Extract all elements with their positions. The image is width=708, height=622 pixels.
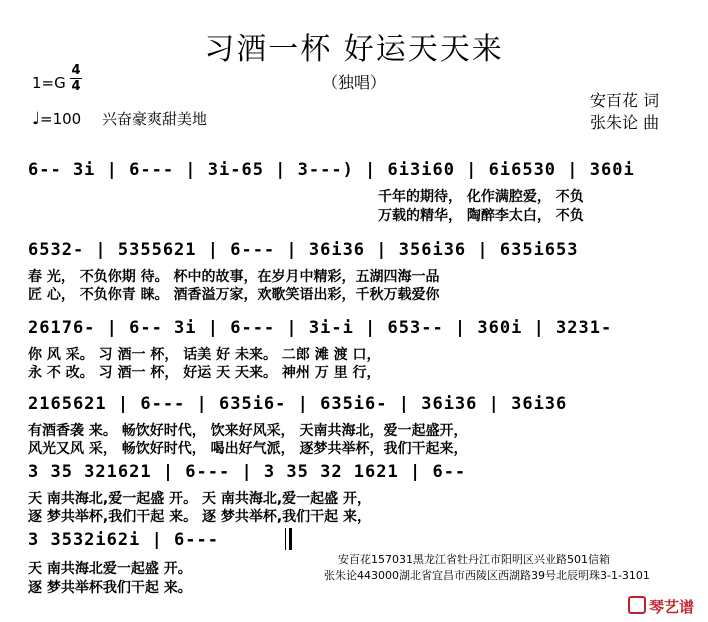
lyric-line-6b: 逐 梦共举杯我们干起 来。 [28, 580, 192, 596]
quarter-note-icon: ♩ [32, 109, 41, 129]
watermark-text: 琴艺谱 [649, 598, 695, 616]
final-barline [285, 528, 291, 550]
time-signature [70, 64, 82, 93]
lyric-line-3a: 你 风 采。 习 酒一 杯， 话美 好 未来。 二郎 滩 渡 口， [28, 347, 381, 363]
lyricist-credit: 安百花 词 [590, 91, 660, 110]
notation-line-4: 2165621 | 6--- | 635i6- | 635i6- | 36i36 | 36i36 [28, 394, 568, 414]
composer-credit: 张朱论 曲 [590, 113, 660, 132]
notation-line-1: 6-- 3i | 6--- | 3i-65 | 3---) | 6i3i60 | 6i6530 | 360i [28, 160, 635, 180]
notation-line-6: 3 3532i62i | 6--- [28, 530, 219, 550]
lyric-line-3b: 永 不 改。 习 酒一 杯， 好运 天 天来。 神州 万 里 行， [28, 365, 381, 381]
expression-marking: 兴奋豪爽甜美地 [102, 110, 208, 128]
lyric-line-5b: 逐 梦共举杯,我们干起 来。 逐 梦共举杯,我们干起 来， [28, 509, 372, 525]
lyric-line-1b: 万载的精华， 陶醉李太白， 不负 [378, 208, 584, 224]
qin-logo-icon [628, 596, 646, 614]
watermark-logo [628, 596, 694, 617]
lyric-line-4a: 有酒香袭 来。 畅饮好时代， 饮来好风采， 天南共海北，爱一起盛开， [28, 423, 468, 439]
notation-line-5: 3 35 321621 | 6--- | 3 35 32 1621 | 6-- [28, 462, 467, 482]
lyric-line-2a: 春 光， 不负你期 待。 杯中的故事，在岁月中精彩，五湖四海一品 [28, 269, 440, 285]
notation-line-2: 6532- | 5355621 | 6--- | 36i36 | 356i36 | 635i653 [28, 240, 579, 260]
lyric-line-5a: 天 南共海北,爱一起盛 开。 天 南共海北,爱一起盛 开， [28, 491, 372, 507]
lyric-line-6a: 天 南共海北爱一起盛 开。 [28, 561, 192, 577]
lyric-line-2b: 匠 心， 不负你青 睐。 酒香溢万家，欢歌笑语出彩，千秋万载爱你 [28, 287, 440, 303]
notation-line-3: 26176- | 6-- 3i | 6--- | 3i-i | 653-- | 360i | 3231- [28, 318, 613, 338]
key-signature: 1=G [32, 74, 66, 92]
time-signature-top: 4 [71, 63, 81, 78]
song-title: 习酒一杯 好运天天来 [204, 32, 504, 67]
address-lyricist: 安百花157031黑龙江省牡丹江市阳明区兴业路501信箱 [338, 553, 610, 566]
song-subtitle: （独唱） [321, 73, 386, 92]
lyric-line-1a: 千年的期待， 化作满腔爱， 不负 [378, 189, 584, 205]
tempo-marking [32, 108, 207, 129]
time-signature-bottom: 4 [71, 79, 81, 94]
lyric-line-4b: 风光又风 采， 畅饮好时代， 喝出好气派， 逐梦共举杯，我们干起来， [28, 441, 468, 457]
address-composer: 张朱论443000湖北省宜昌市西陵区西湖路39号北辰明珠3-1-3101 [324, 569, 650, 582]
tempo-value: =100 [40, 110, 82, 128]
